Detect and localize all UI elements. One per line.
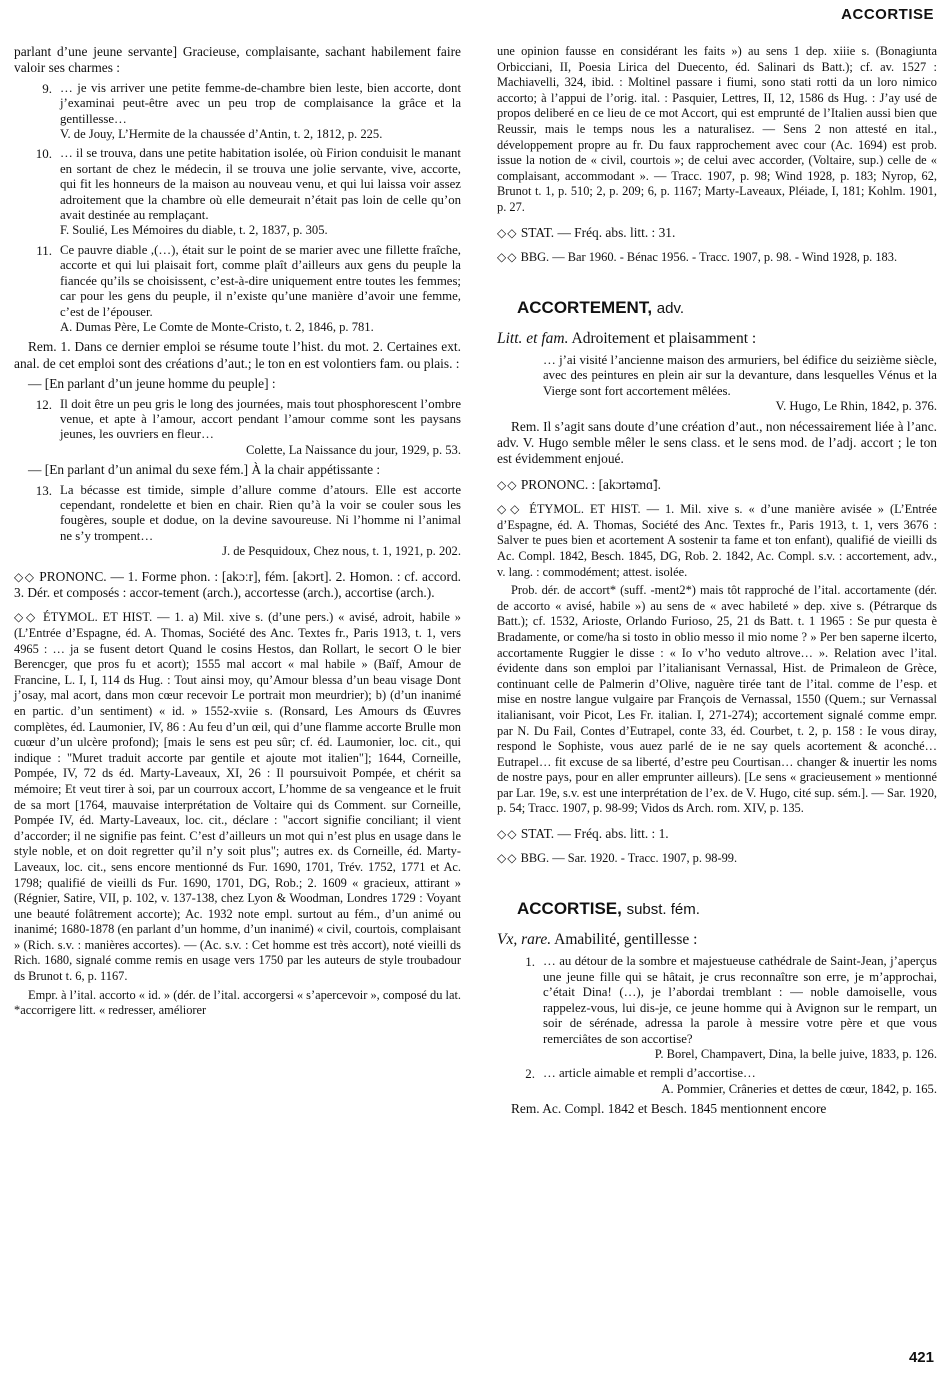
bibliography-section: [497, 250, 937, 266]
etymology-continuation: Empr. à l’ital. accorto « id. » (dér. de l’ital. accorgersi « s’apercevoir », composé du lat. *accorrigere litt. « redresser, améliorer: [14, 987, 461, 1018]
headword: ACCORTISE,: [517, 899, 622, 919]
example-number: 12.: [35, 396, 52, 412]
prononc-text: PRONONC. — 1. Forme phon. : [akɔːr], fém. [akɔrt]. 2. Homon. : cf. accord. 3. Dér. et composés : accor-tement (arch.), accortesse (arch.), accortise (arch.).: [14, 568, 461, 600]
example-text: Il doit être un peu gris le long des journées, mais tout phosphorescent l’ombre venue, et apte à l’amour, accort pendant l’amour comme sont les paysans jeunes, les ouvriers en fleur…: [60, 396, 461, 442]
example-source: F. Soulié, Les Mémoires du diable, t. 2, 1837, p. 305.: [60, 223, 328, 238]
example-text: … il se trouva, dans une petite habitation isolée, où Firion conduisit le manant en sortant de chez le médecin, il se trouva une jolie servante, vive, accorte, qui fit les honneurs de la maison au nouveau venu, et qui lui laissa voir assez adroitement que la chambre où elle demeurait n’était pas loin de celle qu’on avait destinée au remplaçant.: [60, 146, 461, 223]
example-source: V. Hugo, Le Rhin, 1842, p. 376.: [775, 399, 937, 414]
example-13: [14, 483, 461, 560]
diamond-marker-icon: ◇◇: [497, 502, 524, 517]
bibliography-text: BBG. — Bar 1960. - Bénac 1956. - Tracc. 1907, p. 98. - Wind 1928, p. 183.: [520, 249, 898, 264]
definition-text: Adroitement et plaisamment :: [571, 329, 757, 347]
etymology-text: ÉTYMOL. ET HIST. — 1. a) Mil. xive s. (d’une pers.) « avisé, adroit, habile » (L’Entrée d’Espagne, éd. A. Thomas, Société des Anc. Textes fr., Paris 1913, t. 1, vers 4965 : … ja se fusent detort Quand le cosins Hestos, dan Rollart, le secort O le bier Berencger, que pros fu et acort); 1555 mal accort « mal habile » (Baïf, Amour de Francine, L. I, I, 114 ds Hug. : Tout ainsi moy, qu’Amour blessa d’un beau visage Dont j’osay, mal acort, dans mon cœur recevoir Le portrait mon meurdrier); b) (d’un inanimé en partic. d’un sentiment) « id. » 1552-xviie s. (Ronsard, Les Amours ds Œuvres complètes, éd. Laumonier, IV, 86 : Au feu d’un œil, qui d’une flamme accorte Brulle mon cuœur d’un ulcère profond); [mais le sens est peu sûr; cf. éd. Laumonier, loc. cit., qui indique : "Muret traduit accorte par gentile et ajoute mot italien"]; 1644, Corneille, Pompée, IV, 72 ds éd. Marty-Laveaux, XI, 26 : Il poursuivoit Pompée, et chérit sa mémoire; Et veut tirer à soi, par un courroux accort, L’homme de sa vengeance et le fruit de sa mort [1764, mauvaise interprétation de Voltaire qui ds Comment. sur Corneille, Pompée IV, éd. Marty-Laveaux, loc. cit., déclare : "accort signifie conciliant; il vient d’accorder; il ne signifie pas feint. C’est d’ailleurs un mot qui n’est plus en usage dans le style noble, et on doit regretter qu’il n’y soit plus"; autres ex. ds Corneille, éd. Marty-Laveaux, loc. cit., sens encore mentionné ds Fur. 1690, 1701, Trév. 1752, 1771 et Ac. 1798; qualifié de vieilli ds Fur. 1690, 1701, DG, Rob.; 2. 1609 « gracieux, attirant » (Régnier, Satire, VII, p. 102, v. 137-138, chez Lyon & Woodman, Londres 1729 : Voyant une beauté folâtrement accorte); Ac. 1932 note empl. surtout au fém., d’un animé ou inanimé; 1680-1878 (en parlant d’un homme, d’un inanimé) « civil, courtois, complaisant » (Rich. s.v. : manières accortes). — (Ac. s.v. : Cet homme est très accort), noté vieilli ds Rich. 1680, signalé comme remis en usage vers 1750 par les auteurs de style troubadour ds Brunot t. 6, p. 1167.: [14, 610, 461, 984]
intro-text: parlant d’une jeune servante] Gracieuse, complaisante, sachant habilement faire valoir ses charmes :: [14, 44, 461, 76]
example-number: 9.: [42, 80, 52, 96]
part-of-speech: subst. fém.: [626, 901, 700, 919]
example-1: [497, 353, 937, 415]
example-text: Ce pauvre diable ,(…), était sur le point de se marier avec une fillette fraîche, accorte et qui lui plaisait fort, comme plaît d’ailleurs aux gens du peuple la fiancée qu’ils se choisissent, c’est-à-dire uniquement entre toutes les femmes; car pour les gens du peuple, il n’existe qu’une manière d’avoir une femme, c’est de l’épouser.: [60, 242, 461, 319]
example-source: Colette, La Naissance du jour, 1929, p. 53.: [246, 442, 461, 457]
example-12: [14, 397, 461, 459]
example-number: 13.: [35, 482, 52, 498]
bibliography-section: [497, 851, 937, 867]
bibliography-text: BBG. — Sar. 1920. - Tracc. 1907, p. 98-99.: [520, 851, 738, 866]
diamond-marker-icon: ◇◇: [497, 225, 518, 240]
etymology-section: [497, 502, 937, 580]
entry-heading: [517, 901, 937, 918]
etymology-continuation: une opinion fausse en considérant les faits ») au sens 1 dep. xiiie s. (Bonagiunta Orbicciani, II, Poesia Lirica del Duecento, éd. Salinari ds Batt.); cf. av. 1527 : Machiavelli, 324, ibid. : Moltinel passare i fiumi, sono stati rotti da un loro nimico accorto; à l’appui de l’orig. ital. : Pasquier, Lettres, II, 12, 1586 ds Hug. : J’ay usé de propos deliberé en ce lieu de ce mot Accort, qui est emprunté de l’Italien aussi bien que Reussir, mais le temps nous les a naturalisez. — Sens 2 non attesté en ital., développement propre au fr. Du faux rapprochement avec cour (Ac. 1694) est prob. issue la notion de « civil, courtois »; de celui avec accorder, (Voltaire, sup.) celle de « complaisant, accommodant ». — Tracc. 1907, p. 98; Wind 1928, p. 183; Nyrop, 62, Brunot t. 1, p. 510; 2, p. 209; 6, p. 1167; Marty-Laveaux, Pléiade, I, 181; Kohlm. 1901, p. 27.: [497, 44, 937, 214]
example-number: 1.: [525, 954, 535, 970]
entry-heading: [517, 297, 937, 317]
usage-label: Vx, rare.: [497, 931, 552, 949]
example-source: J. de Pesquidoux, Chez nous, t. 1, 1921, p. 202.: [222, 544, 461, 559]
definition: [497, 930, 937, 949]
etymology-continuation: Prob. dér. de accort* (suff. -ment2*) mais tôt rapproché de l’ital. accortamente (dér. de accorto « avisé, habile ») au sens de « avec habileté » dep. xive s. (Pétrarque ds Batt.); cf. 1532, Arioste, Orlando Furioso, 25, 21 ds Batt. t. 1 1965 : Se pur questa è Bradamente, or come/ha si tosto in oblio messo il mio nome ? » Per ben saperne ilcerto, accortamente Ruggier le disse : « Io v’ho veduto altrove… ». Relation avec l’ital. évidente dans son emploi par l’italianisant Vernassal, Hist. de Primaleon de Grèce, continuant celle de Palmerin d’Olive, naguère tirée tant de l’ital. comme de l’esp. et mise en nostre langue vulgaire par François de Vernassal, 1550 (Quem.; sur Vernassal italianisant, voir Picot, Les Fr. italian. I, 271-274); accortement signalé comme empr. par N. Du Fail, Contes d’Eutrapel, conte 33, éd. Courbet, t. 2, p. 158 : Ie vous diray, respond le Sophiste, vous auez parlé de ie ne say quels acortement & aconché… Eutrapel… fit excuse de sa liberté, d’estre peu Courtisan… changer & inuertir les noms de nostre pays, pour en aller emprunter ailleurs). [Le sens « gracieusement » mentionné par Lar. 19e, s.v. est une interprétation de l’ex. de V. Hugo, cité sup. sém.]. — Sar. 1920, p. 54; Tracc. 1907, p. 98-99; Vidos ds Arch. rom. XIV, p. 135.: [497, 583, 937, 816]
diamond-marker-icon: ◇◇: [14, 610, 39, 625]
example-10: [14, 146, 461, 238]
diamond-marker-icon: ◇◇: [14, 569, 36, 584]
example-text: … article aimable et rempli d’accortise…: [543, 1066, 756, 1081]
example-a: [497, 954, 937, 1062]
subsense-heading: — [En parlant d’un animal du sexe fém.] À la chair appétissante :: [28, 462, 381, 478]
prononc-text: PRONONC. : [akɔrtəmɑ̃].: [520, 476, 661, 492]
example-source: V. de Jouy, L’Hermite de la chaussée d’Antin, t. 2, 1812, p. 225.: [60, 127, 383, 142]
example-text: … je vis arriver une petite femme-de-chambre bien leste, bien accorte, dont j’examinai peut-être avec un peu trop de complaisance la grâce et la gentillesse…: [60, 80, 461, 126]
headword: ACCORTEMENT,: [517, 297, 653, 317]
definition-text: Amabilité, gentillesse :: [554, 931, 698, 949]
example-text: … j’ai visité l’ancienne maison des armuriers, bel édifice du seizième siècle, avec des peintures en plein air sur la devanture, dans lesquelles Vénus et la Vierge sont fort accortement mêlées.: [543, 352, 937, 398]
example-source: P. Borel, Champavert, Dina, la belle juive, 1833, p. 126.: [654, 1046, 937, 1061]
definition: [497, 329, 937, 348]
example-source: A. Dumas Père, Le Comte de Monte-Cristo, t. 2, 1846, p. 781.: [60, 319, 374, 334]
stat-text: STAT. — Fréq. abs. litt. : 31.: [520, 224, 676, 240]
subsense-heading: — [En parlant d’un jeune homme du peuple] :: [28, 376, 276, 392]
diamond-marker-icon: ◇◇: [497, 249, 518, 264]
example-11: [14, 243, 461, 335]
example-number: 11.: [36, 242, 52, 258]
example-9: [14, 81, 461, 143]
prononc-section: [497, 477, 937, 493]
example-number: 10.: [35, 146, 52, 162]
diamond-marker-icon: ◇◇: [497, 851, 518, 866]
example-b: [497, 1066, 937, 1097]
example-source: A. Pommier, Crâneries et dettes de cœur, 1842, p. 165.: [661, 1081, 937, 1096]
running-head: ACCORTISE: [841, 6, 934, 23]
part-of-speech: adv.: [656, 299, 685, 317]
example-text: La bécasse est timide, simple d’allure comme d’atours. Elle est accorte cependant, rondelette et bien en chair. Rien qu’à la voir se couler sous les fougères, souple et dodue, on la devine savoureuse. Ni l’homme ni l’animal ne s’y trompent…: [60, 482, 461, 543]
stat-section: [497, 826, 937, 842]
remark: Rem. 1. Dans ce dernier emploi se résume toute l’hist. du mot. 2. Certaines ext. anal. de cet emploi sont des créations d’aut.; le ton en est volontiers fam. ou plais. :: [14, 339, 461, 371]
stat-text: STAT. — Fréq. abs. litt. : 1.: [520, 826, 669, 842]
etymology-section: [14, 610, 461, 984]
example-text: … au détour de la sombre et majestueuse cathédrale de Saint-Jean, j’aperçus une jeune fille qui se hâtait, je crus reconnaître son erre, je m’approchai, c’était Dina! (…), je l’abordai tremblant : — noble damoiselle, vous rappelez-vous, lui dis-je, ce jeune homme qui à Avignon sur le rempart, un soir de sérénade, adressa la parole à messire votre père et que vous remerciâtes de son accortise?: [543, 954, 937, 1046]
right-column: [497, 44, 937, 1118]
usage-label: Litt. et fam.: [497, 329, 569, 347]
prononc-section: [14, 569, 461, 602]
remark: Rem. Ac. Compl. 1842 et Besch. 1845 mentionnent encore: [511, 1101, 827, 1117]
diamond-marker-icon: ◇◇: [497, 477, 518, 492]
example-number: [497, 353, 543, 415]
page-number: 421: [908, 1349, 934, 1366]
stat-section: [497, 225, 937, 241]
diamond-marker-icon: ◇◇: [497, 827, 518, 842]
left-column: [14, 44, 461, 1019]
example-number: 2.: [525, 1066, 535, 1082]
remark: Rem. Il s’agit sans doute d’une création d’aut., non nécessairement liée à l’anc. adv. V. Hugo semble mêler le sens class. et le sens mod. de l’adj. accort ; le ton est évidemment enjoué.: [497, 418, 937, 467]
etymology-text: ÉTYMOL. ET HIST. — 1. Mil. xive s. « d’une manière avisée » (L’Entrée d’Espagne, éd. A. Thomas, Société des Anc. Textes fr., Paris 1913, t. 1, vers 3676 : Salver te pues bien et acortement A sostenir ta fame et ton enfant), qualifié de vieilli ds Ac. Compl. 1842, Besch. 1845, DG, Rob. 2. 1842, Ac. Compl. s.v. : accortement, adv., v. lang. : commodément; attest. isolée.: [497, 502, 937, 579]
